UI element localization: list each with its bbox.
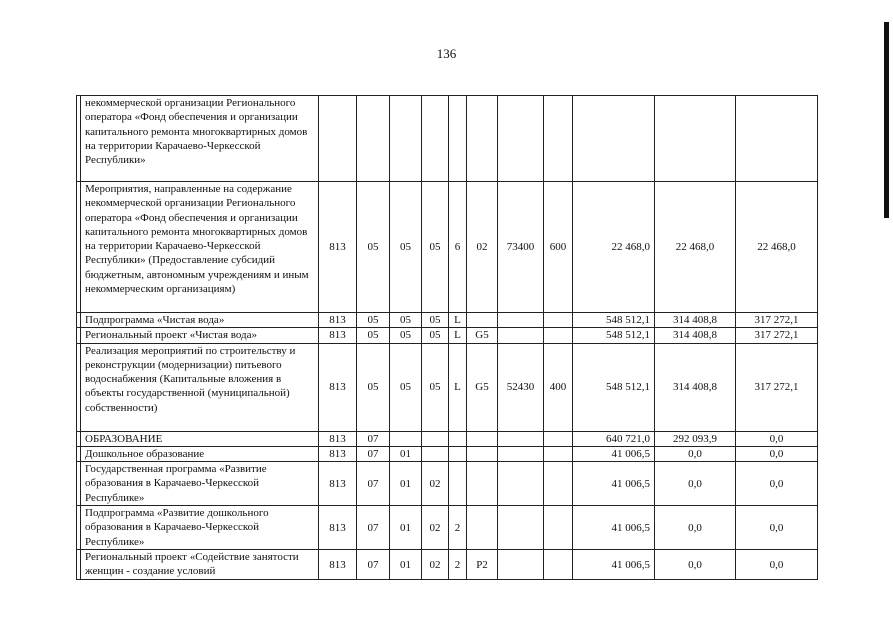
cell-section [357, 96, 390, 182]
cell-target-direction: 52430 [498, 343, 544, 431]
cell-target-direction [498, 96, 544, 182]
cell-target-subprogram: 2 [449, 506, 467, 550]
cell-target-direction [498, 462, 544, 506]
cell-target-program: 02 [422, 550, 449, 580]
cell-sum-year3 [736, 96, 818, 182]
page-number: 136 [436, 46, 457, 61]
cell-target-direction [498, 550, 544, 580]
cell-sum-year2: 22 468,0 [655, 182, 736, 313]
cell-sum-year2 [655, 96, 736, 182]
cell-grbs: 813 [319, 462, 357, 506]
cell-section: 05 [357, 328, 390, 343]
cell-sum-year2: 0,0 [655, 550, 736, 580]
cell-section: 05 [357, 343, 390, 431]
cell-target-program: 05 [422, 343, 449, 431]
row-name: Региональный проект «Содействие занятости женщин - создание условий [81, 550, 319, 580]
scan-edge-mark [884, 22, 889, 218]
cell-target-event: G5 [467, 328, 498, 343]
cell-target-direction [498, 431, 544, 446]
cell-target-program: 02 [422, 462, 449, 506]
row-name: Государственная программа «Развитие образования в Карачаево-Черкесской Республике» [81, 462, 319, 506]
cell-target-event [467, 96, 498, 182]
cell-section: 07 [357, 446, 390, 461]
cell-target-program [422, 431, 449, 446]
cell-sum-year2: 0,0 [655, 446, 736, 461]
cell-grbs: 813 [319, 313, 357, 328]
cell-subsection [390, 431, 422, 446]
cell-target-program [422, 446, 449, 461]
cell-grbs [319, 96, 357, 182]
cell-sum-year3: 0,0 [736, 550, 818, 580]
cell-section: 07 [357, 431, 390, 446]
cell-target-direction [498, 446, 544, 461]
row-name: Реализация мероприятий по строительству и реконструкции (модернизации) питьевого водоснабжения (Капитальные вложения в объекты государственной (муниципальной) собственности) [81, 343, 319, 431]
cell-target-subprogram: L [449, 328, 467, 343]
cell-grbs: 813 [319, 446, 357, 461]
cell-target-event [467, 446, 498, 461]
row-name: Мероприятия, направленные на содержание некоммерческой организации Регионального оператора «Фонд обеспечения и организации капитального ремонта многоквартирных домов на территории Карачаево-Черкесской Республики» (Предоставление субсидий бюджетным, автономным учреждениям и иным некоммерческим организациям) [81, 182, 319, 313]
cell-sum-year2: 314 408,8 [655, 343, 736, 431]
table-row [77, 446, 818, 461]
cell-expense-type [544, 328, 573, 343]
cell-subsection: 01 [390, 550, 422, 580]
cell-target-direction [498, 328, 544, 343]
cell-target-subprogram: L [449, 313, 467, 328]
table-row [77, 462, 818, 506]
table-row [77, 431, 818, 446]
cell-grbs: 813 [319, 328, 357, 343]
cell-sum-year1 [573, 96, 655, 182]
cell-target-subprogram [449, 446, 467, 461]
cell-expense-type [544, 506, 573, 550]
table-row [77, 313, 818, 328]
cell-expense-type [544, 313, 573, 328]
budget-table [76, 95, 818, 580]
cell-expense-type [544, 550, 573, 580]
cell-target-subprogram: 6 [449, 182, 467, 313]
cell-sum-year1: 41 006,5 [573, 462, 655, 506]
cell-target-event: G5 [467, 343, 498, 431]
table-row [77, 343, 818, 431]
row-name: Подпрограмма «Развитие дошкольного образования в Карачаево-Черкесской Республике» [81, 506, 319, 550]
cell-target-subprogram: L [449, 343, 467, 431]
cell-grbs: 813 [319, 506, 357, 550]
table-row [77, 328, 818, 343]
cell-sum-year2: 292 093,9 [655, 431, 736, 446]
cell-sum-year1: 548 512,1 [573, 313, 655, 328]
row-name: ОБРАЗОВАНИЕ [81, 431, 319, 446]
cell-subsection: 05 [390, 328, 422, 343]
table-row [77, 506, 818, 550]
cell-target-program: 05 [422, 182, 449, 313]
cell-sum-year2: 314 408,8 [655, 328, 736, 343]
cell-sum-year3: 0,0 [736, 506, 818, 550]
cell-grbs: 813 [319, 182, 357, 313]
table-row [77, 96, 818, 182]
row-name: Региональный проект «Чистая вода» [81, 328, 319, 343]
cell-target-event: P2 [467, 550, 498, 580]
table-row [77, 182, 818, 313]
cell-sum-year1: 41 006,5 [573, 446, 655, 461]
cell-sum-year1: 640 721,0 [573, 431, 655, 446]
cell-target-event [467, 313, 498, 328]
cell-expense-type [544, 462, 573, 506]
cell-sum-year1: 548 512,1 [573, 343, 655, 431]
cell-target-program [422, 96, 449, 182]
cell-sum-year3: 0,0 [736, 431, 818, 446]
cell-target-subprogram [449, 462, 467, 506]
cell-section: 07 [357, 506, 390, 550]
cell-target-event [467, 431, 498, 446]
cell-sum-year3: 317 272,1 [736, 328, 818, 343]
cell-sum-year2: 314 408,8 [655, 313, 736, 328]
row-name: некоммерческой организации Регионального оператора «Фонд обеспечения и организации капитального ремонта многоквартирных домов на территории Карачаево-Черкесской Республики» [81, 96, 319, 182]
cell-sum-year3: 317 272,1 [736, 313, 818, 328]
cell-target-direction: 73400 [498, 182, 544, 313]
cell-expense-type [544, 96, 573, 182]
cell-sum-year3: 22 468,0 [736, 182, 818, 313]
cell-subsection: 05 [390, 182, 422, 313]
cell-section: 07 [357, 462, 390, 506]
cell-section: 05 [357, 313, 390, 328]
cell-grbs: 813 [319, 343, 357, 431]
cell-subsection: 01 [390, 446, 422, 461]
row-name: Дошкольное образование [81, 446, 319, 461]
cell-expense-type [544, 446, 573, 461]
cell-sum-year1: 41 006,5 [573, 550, 655, 580]
cell-sum-year3: 317 272,1 [736, 343, 818, 431]
cell-sum-year2: 0,0 [655, 506, 736, 550]
cell-target-subprogram [449, 96, 467, 182]
cell-sum-year3: 0,0 [736, 462, 818, 506]
cell-sum-year1: 22 468,0 [573, 182, 655, 313]
row-name: Подпрограмма «Чистая вода» [81, 313, 319, 328]
cell-target-subprogram [449, 431, 467, 446]
cell-sum-year2: 0,0 [655, 462, 736, 506]
cell-target-event [467, 462, 498, 506]
cell-section: 07 [357, 550, 390, 580]
cell-sum-year1: 548 512,1 [573, 328, 655, 343]
cell-section: 05 [357, 182, 390, 313]
cell-subsection: 01 [390, 506, 422, 550]
cell-target-subprogram: 2 [449, 550, 467, 580]
cell-sum-year1: 41 006,5 [573, 506, 655, 550]
cell-target-direction [498, 313, 544, 328]
cell-grbs: 813 [319, 431, 357, 446]
cell-target-program: 05 [422, 328, 449, 343]
cell-target-program: 02 [422, 506, 449, 550]
cell-target-event [467, 506, 498, 550]
cell-target-direction [498, 506, 544, 550]
cell-expense-type [544, 431, 573, 446]
cell-expense-type: 400 [544, 343, 573, 431]
cell-subsection [390, 96, 422, 182]
cell-subsection: 05 [390, 313, 422, 328]
table-row [77, 550, 818, 580]
cell-target-event: 02 [467, 182, 498, 313]
cell-sum-year3: 0,0 [736, 446, 818, 461]
cell-expense-type: 600 [544, 182, 573, 313]
cell-subsection: 01 [390, 462, 422, 506]
cell-target-program: 05 [422, 313, 449, 328]
cell-subsection: 05 [390, 343, 422, 431]
cell-grbs: 813 [319, 550, 357, 580]
